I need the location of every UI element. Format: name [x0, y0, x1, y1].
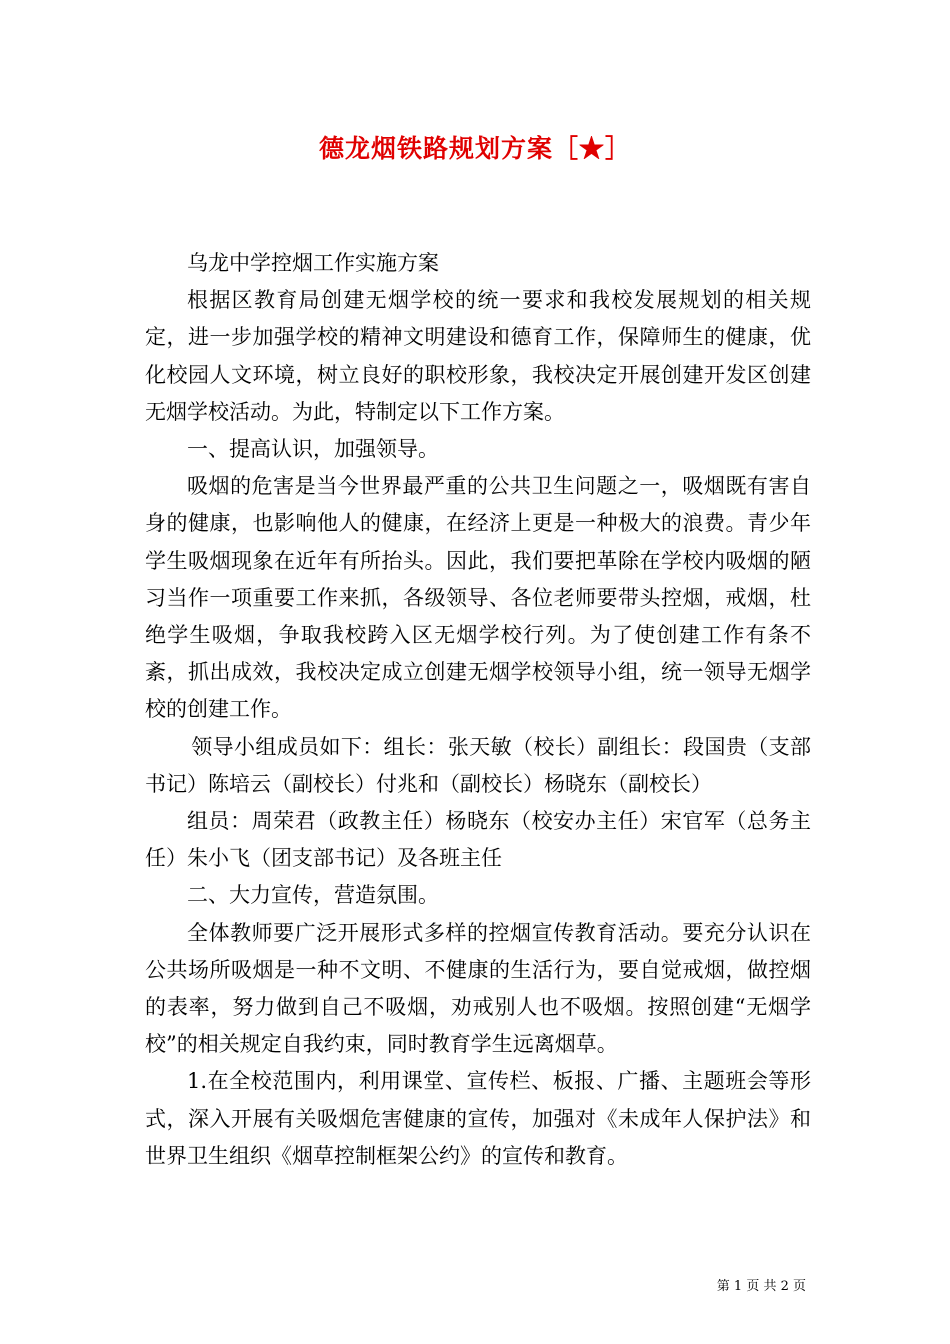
- paragraph-teacher-publicity: 全体教师要广泛开展形式多样的控烟宣传教育活动。要充分认识在公共场所吸烟是一种不文明、不健康的生活行为，要自觉戒烟，做控烟的表率，努力做到自己不吸烟，劝戒别人也不吸烟。按照创建“无烟学校”的相关规定自我约束，同时教育学生远离烟草。: [145, 920, 811, 1057]
- document-title: 德龙烟铁路规划方案［★］: [318, 134, 631, 163]
- section-heading-1: 一、提高认识，加强领导。: [187, 437, 439, 462]
- paragraph-item-1: 1.在全校范围内，利用课堂、宣传栏、板报、广播、主题班会等形式，深入开展有关吸烟危害健康的宣传，加强对《未成年人保护法》和世界卫生组织《烟草控制框架公约》的宣传和教育。: [145, 1069, 811, 1168]
- paragraph-leadership-group: 领导小组成员如下：组长：张天敏（校长）副组长：段国贵（支部书记）陈培云（副校长）付兆和（副校长）杨晓东（副校长）: [145, 734, 811, 796]
- document-body: [145, 245, 811, 1175]
- page-number-footer: [717, 1278, 806, 1296]
- paragraph-smoking-harm: 吸烟的危害是当今世界最严重的公共卫生问题之一，吸烟既有害自身的健康，也影响他人的健康，在经济上更是一种极大的浪费。青少年学生吸烟现象在近年有所抬头。因此，我们要把革除在学校内吸烟的陋习当作一项重要工作来抓，各级领导、各位老师要带头控烟，戒烟，杜绝学生吸烟，争取我校跨入区无烟学校行列。为了使创建工作有条不紊，抓出成效，我校决定成立创建无烟学校领导小组，统一领导无烟学校的创建工作。: [145, 474, 811, 722]
- paragraph-intro: 根据区教育局创建无烟学校的统一要求和我校发展规划的相关规定，进一步加强学校的精神文明建设和德育工作，保障师生的健康，优化校园人文环境，树立良好的职校形象，我校决定开展创建开发区创建无烟学校活动。为此，特制定以下工作方案。: [145, 288, 811, 424]
- section-heading-2: 二、大力宣传，营造氛围。: [187, 883, 439, 908]
- paragraph-group-members: 组员：周荣君（政教主任）杨晓东（校安办主任）宋官军（总务主任）朱小飞（团支部书记）及各班主任: [145, 809, 811, 871]
- paragraph-plan-heading: 乌龙中学控烟工作实施方案: [187, 251, 439, 275]
- page-number-label: 第 1 页 共 2 页: [716, 1279, 806, 1294]
